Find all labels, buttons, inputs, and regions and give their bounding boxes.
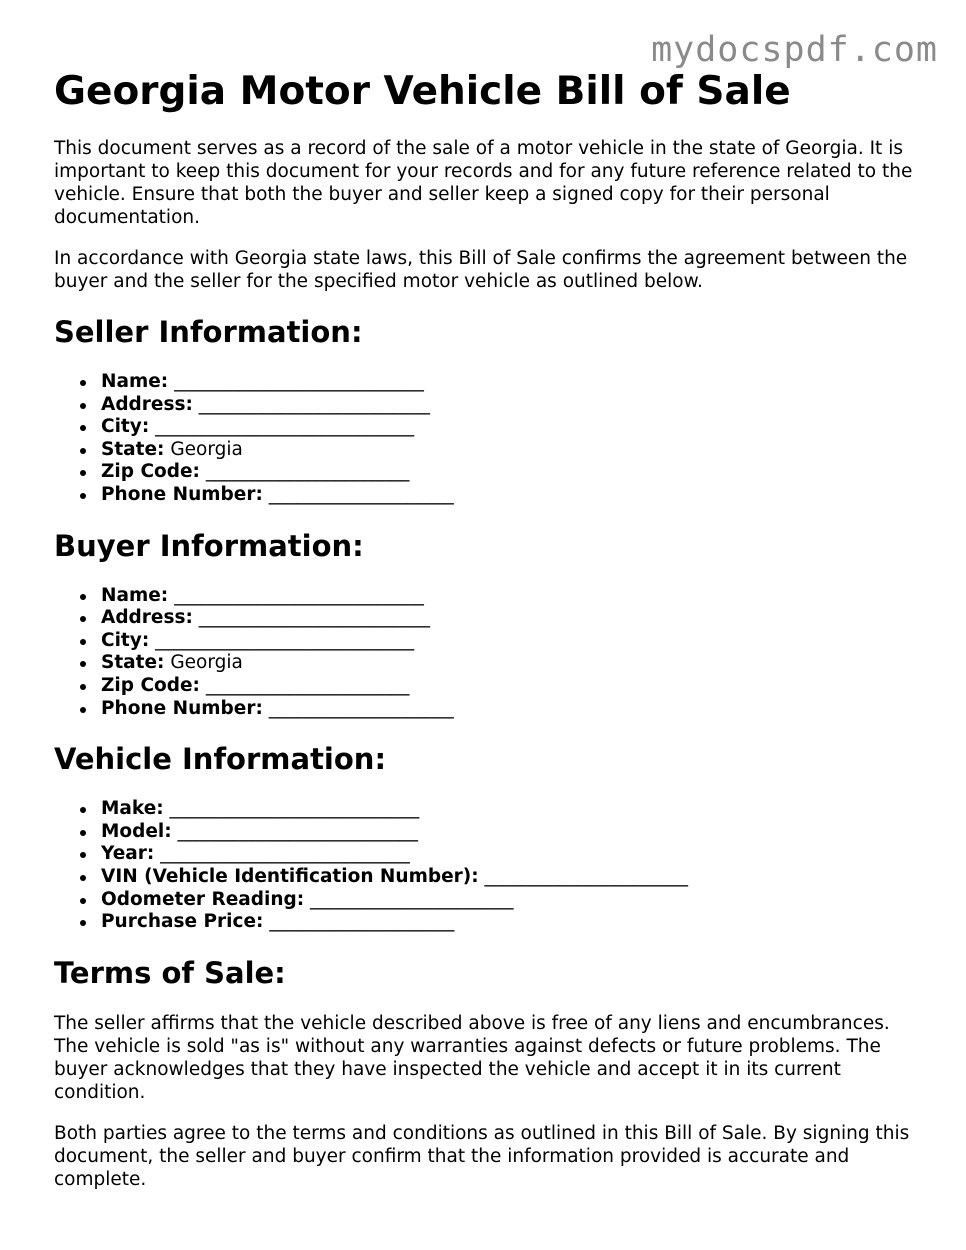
vehicle-fields bbox=[54, 798, 914, 934]
vehicle-model-field bbox=[101, 821, 914, 844]
field-label: Purchase Price: bbox=[101, 911, 264, 933]
field-value[interactable]: _________________________ bbox=[198, 393, 431, 415]
field-label: Address: bbox=[101, 393, 193, 415]
field-label: Phone Number: bbox=[101, 697, 263, 719]
document-page bbox=[54, 68, 914, 1209]
field-value[interactable]: ______________________ bbox=[310, 888, 514, 910]
field-value[interactable]: ____________________________ bbox=[155, 629, 415, 651]
buyer-address-field bbox=[101, 607, 914, 630]
vehicle-price-field bbox=[101, 911, 914, 934]
seller-address-field bbox=[101, 394, 914, 417]
field-label: VIN (Vehicle Identification Number): bbox=[101, 865, 479, 887]
field-value[interactable]: ______________________ bbox=[484, 865, 689, 887]
buyer-city-field bbox=[101, 630, 914, 653]
field-value[interactable]: _________________________ bbox=[198, 607, 431, 629]
field-value[interactable]: ___________________________ bbox=[174, 371, 424, 392]
seller-city-field bbox=[101, 416, 914, 439]
buyer-name-field bbox=[101, 585, 914, 608]
field-value[interactable]: ___________________________ bbox=[169, 798, 420, 820]
field-value: Georgia bbox=[170, 652, 243, 674]
vehicle-year-field bbox=[101, 843, 914, 866]
seller-fields bbox=[54, 371, 914, 507]
field-label: State: bbox=[101, 438, 165, 460]
field-value[interactable]: ______________________ bbox=[205, 674, 410, 696]
vehicle-odometer-field bbox=[101, 889, 914, 912]
vehicle-make-field bbox=[101, 798, 914, 821]
field-value[interactable]: ____________________ bbox=[269, 911, 455, 933]
field-label: City: bbox=[101, 416, 150, 438]
seller-state-field bbox=[101, 439, 914, 462]
seller-zip-field bbox=[101, 461, 914, 484]
buyer-fields bbox=[54, 585, 914, 721]
field-value[interactable]: ____________________ bbox=[268, 483, 454, 505]
field-label: State: bbox=[101, 652, 165, 674]
buyer-phone-field bbox=[101, 698, 914, 721]
field-value[interactable]: ____________________________ bbox=[155, 416, 415, 438]
field-value[interactable]: ___________________________ bbox=[160, 843, 410, 865]
terms-paragraph-2: Both parties agree to the terms and conditions as outlined in this Bill of Sale. By signing this document, the seller and buyer confirm that the information provided is accurate and complete. bbox=[54, 1122, 910, 1190]
field-label: Zip Code: bbox=[101, 461, 200, 483]
field-label: Address: bbox=[101, 607, 193, 629]
page-title: Georgia Motor Vehicle Bill of Sale bbox=[54, 69, 791, 114]
intro-paragraph-1: This document serves as a record of the sale of a motor vehicle in the state of Georgia. It is important to keep this document for your records and for any future reference related to the vehicle. Ensure that both the buyer and seller keep a signed copy for their personal documentation. bbox=[54, 138, 913, 228]
field-label: City: bbox=[101, 629, 150, 651]
field-label: Odometer Reading: bbox=[101, 888, 305, 910]
field-label: Zip Code: bbox=[101, 674, 200, 696]
field-value[interactable]: ______________________ bbox=[205, 461, 410, 483]
field-label: Phone Number: bbox=[101, 483, 263, 505]
field-label: Name: bbox=[101, 584, 169, 606]
buyer-heading: Buyer Information: bbox=[54, 528, 364, 563]
vehicle-heading: Vehicle Information: bbox=[54, 742, 387, 777]
field-value: Georgia bbox=[170, 438, 243, 460]
field-label: Name: bbox=[101, 371, 169, 392]
field-value[interactable]: __________________________ bbox=[177, 820, 419, 842]
field-label: Year: bbox=[101, 843, 155, 865]
field-label: Make: bbox=[101, 798, 164, 820]
field-value[interactable]: ___________________________ bbox=[174, 584, 424, 606]
vehicle-vin-field bbox=[101, 866, 914, 889]
intro-paragraph-2: In accordance with Georgia state laws, this Bill of Sale confirms the agreement between the buyer and the seller for the specified motor vehicle as outlined below. bbox=[54, 248, 908, 292]
terms-paragraph-1: The seller affirms that the vehicle described above is free of any liens and encumbrances. The vehicle is sold "as is" without any warranties against defects or future problems. The buyer acknowledges that they have inspected the vehicle and accept it in its current condition. bbox=[54, 1012, 890, 1103]
seller-phone-field bbox=[101, 484, 914, 507]
seller-name-field bbox=[101, 371, 914, 394]
terms-heading: Terms of Sale: bbox=[54, 955, 286, 990]
buyer-state-field bbox=[101, 652, 914, 675]
field-value[interactable]: ____________________ bbox=[268, 697, 454, 719]
field-label: Model: bbox=[101, 820, 172, 842]
watermark: mydocspdf.com bbox=[651, 30, 938, 70]
seller-heading: Seller Information: bbox=[54, 315, 363, 349]
buyer-zip-field bbox=[101, 675, 914, 698]
